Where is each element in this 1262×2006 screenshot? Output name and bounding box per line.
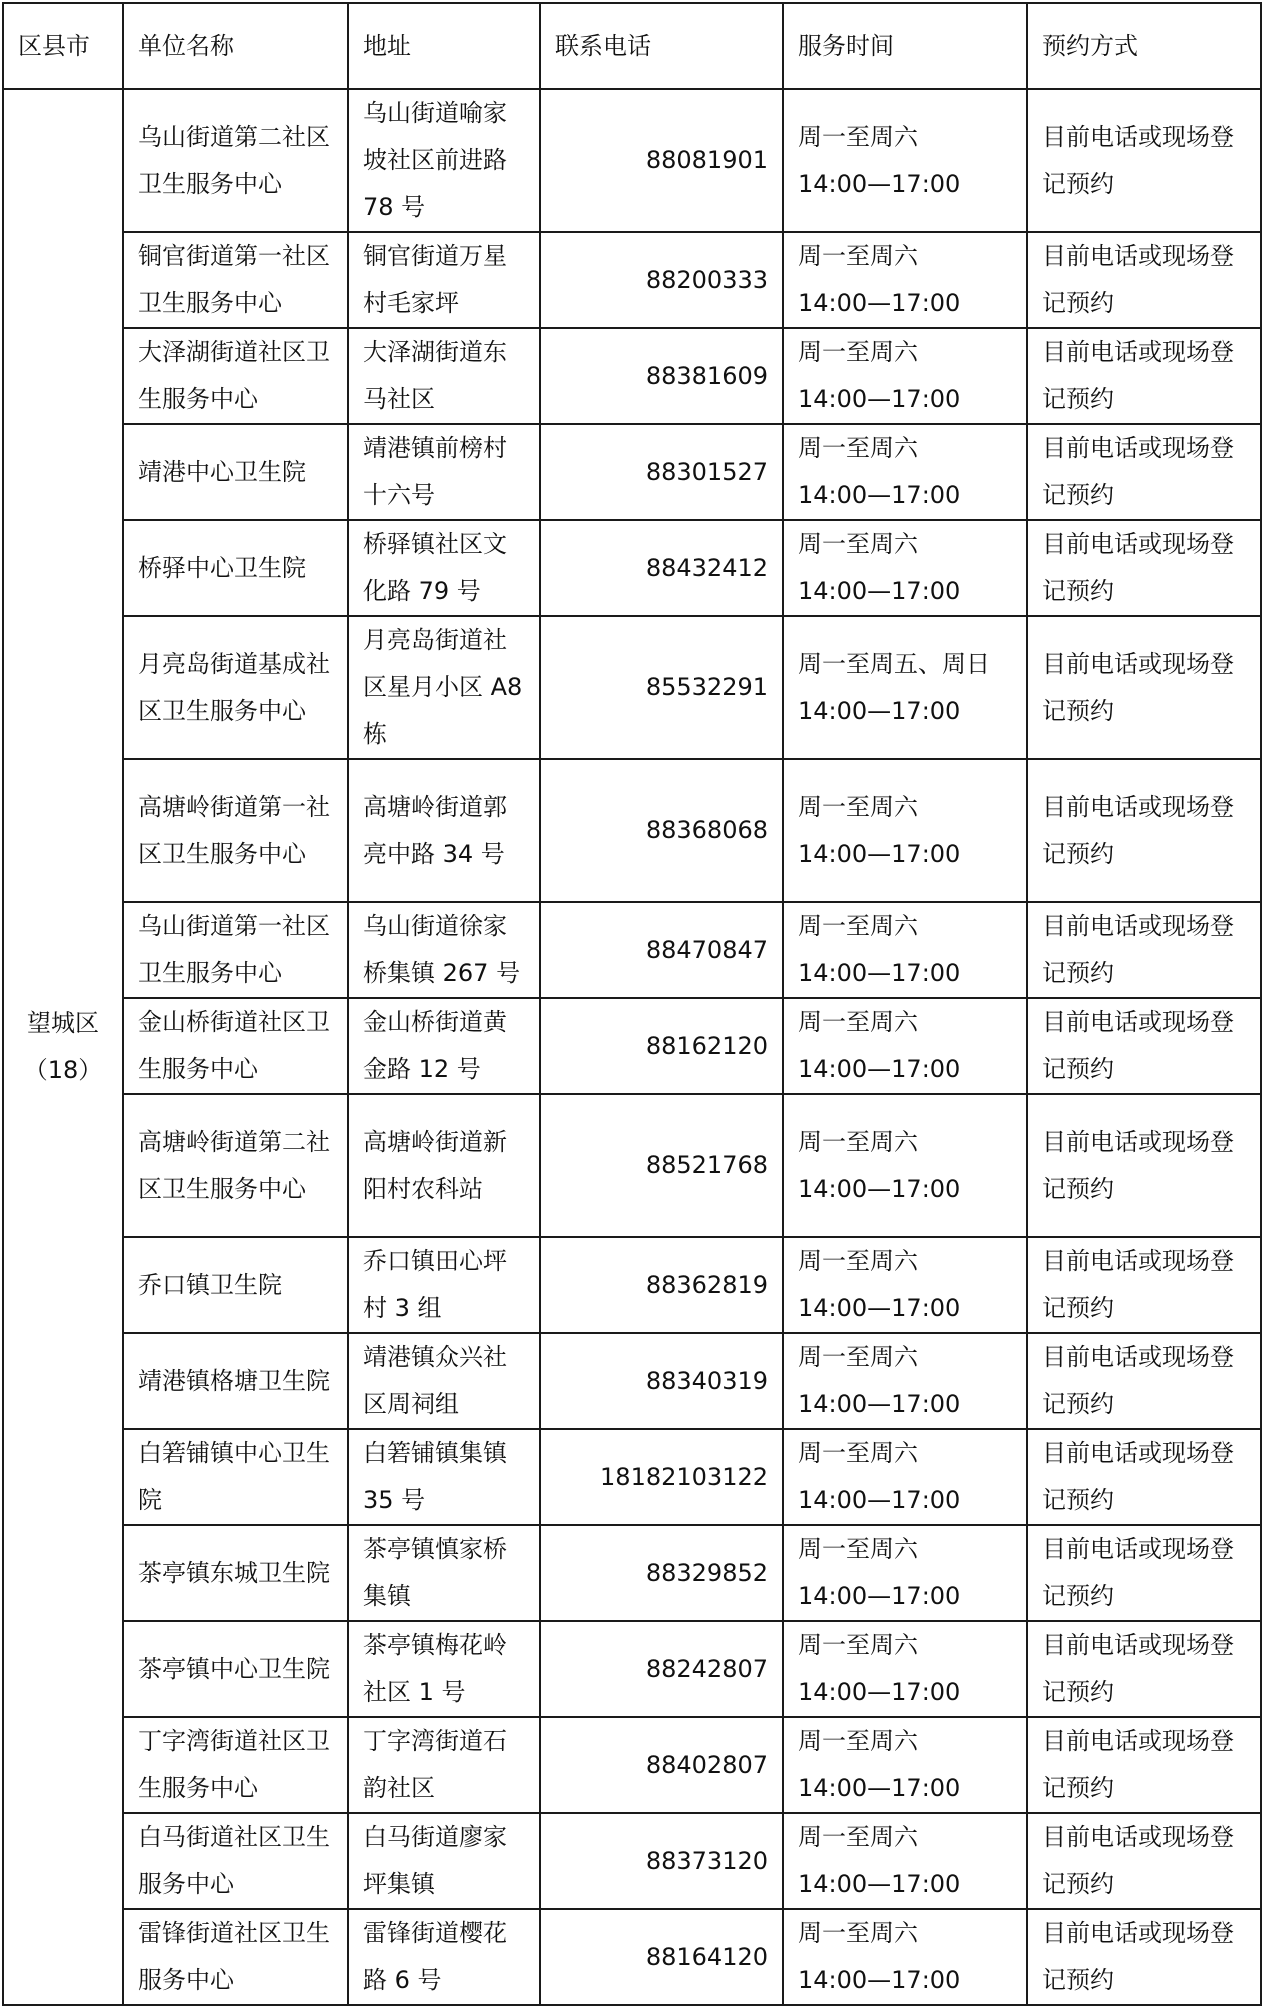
address-cell: 高塘岭街道郭亮中路 34 号 (348, 759, 540, 902)
service-days: 周一至周六 (798, 792, 918, 821)
phone-cell: 88164120 (540, 1909, 783, 2005)
phone-cell: 88301527 (540, 424, 783, 520)
service-hours: 14:00—17:00 (798, 1582, 961, 1610)
booking-method-cell: 目前电话或现场登记预约 (1027, 1621, 1261, 1717)
service-hours: 14:00—17:00 (798, 577, 961, 605)
service-time-cell (783, 89, 1027, 232)
table-row (3, 1621, 1261, 1717)
service-days: 周一至周六 (798, 1343, 918, 1371)
service-time-cell (783, 1621, 1027, 1717)
table-row (3, 616, 1261, 759)
phone-cell: 88081901 (540, 89, 783, 232)
service-days: 周一至周六 (798, 1919, 918, 1947)
service-hours: 14:00—17:00 (798, 1870, 961, 1898)
booking-method-cell: 目前电话或现场登记预约 (1027, 424, 1261, 520)
table-row (3, 1429, 1261, 1525)
table-row (3, 232, 1261, 328)
address-cell: 白箬铺镇集镇 35 号 (348, 1429, 540, 1525)
phone-cell: 88162120 (540, 998, 783, 1094)
service-days: 周一至周六 (798, 338, 918, 366)
phone-cell: 88329852 (540, 1525, 783, 1621)
table-row (3, 1333, 1261, 1429)
unit-name-cell: 茶亭镇东城卫生院 (123, 1525, 348, 1621)
service-hours: 14:00—17:00 (798, 1966, 961, 1994)
unit-name-cell: 铜官街道第一社区卫生服务中心 (123, 232, 348, 328)
service-time-cell (783, 232, 1027, 328)
booking-method-cell: 目前电话或现场登记预约 (1027, 1094, 1261, 1237)
phone-cell: 88432412 (540, 520, 783, 616)
unit-name-cell: 靖港镇格塘卫生院 (123, 1333, 348, 1429)
unit-name-cell: 高塘岭街道第一社区卫生服务中心 (123, 759, 348, 902)
service-days: 周一至周六 (798, 912, 918, 940)
table-row (3, 759, 1261, 902)
unit-name-cell: 靖港中心卫生院 (123, 424, 348, 520)
address-cell: 白马街道廖家坪集镇 (348, 1813, 540, 1909)
unit-name-cell: 白马街道社区卫生服务中心 (123, 1813, 348, 1909)
district-cell (3, 89, 123, 2005)
service-time-cell (783, 759, 1027, 902)
booking-method-cell: 目前电话或现场登记预约 (1027, 520, 1261, 616)
service-time-cell (783, 1333, 1027, 1429)
address-cell: 茶亭镇慎家桥集镇 (348, 1525, 540, 1621)
phone-cell: 85532291 (540, 616, 783, 759)
service-hours: 14:00—17:00 (798, 1055, 961, 1083)
service-time-cell (783, 998, 1027, 1094)
header-address: 地址 (348, 3, 540, 89)
header-booking-method: 预约方式 (1027, 3, 1261, 89)
unit-name-cell: 茶亭镇中心卫生院 (123, 1621, 348, 1717)
unit-name-cell: 乔口镇卫生院 (123, 1237, 348, 1333)
booking-method-cell: 目前电话或现场登记预约 (1027, 1525, 1261, 1621)
booking-method-cell: 目前电话或现场登记预约 (1027, 1333, 1261, 1429)
service-hours: 14:00—17:00 (798, 1390, 961, 1418)
booking-method-cell: 目前电话或现场登记预约 (1027, 1813, 1261, 1909)
service-time-cell (783, 328, 1027, 424)
service-days: 周一至周六 (798, 1247, 918, 1275)
service-days: 周一至周六 (798, 1008, 918, 1036)
service-hours: 14:00—17:00 (798, 696, 961, 725)
header-district: 区县市 (3, 3, 123, 89)
phone-cell: 88402807 (540, 1717, 783, 1813)
phone-cell: 88340319 (540, 1333, 783, 1429)
service-time-cell (783, 616, 1027, 759)
service-hours: 14:00—17:00 (798, 1486, 961, 1514)
table-row (3, 998, 1261, 1094)
service-days: 周一至周六 (798, 1631, 918, 1659)
table-row (3, 1717, 1261, 1813)
service-time-cell (783, 1813, 1027, 1909)
service-time-cell (783, 424, 1027, 520)
address-cell: 乌山街道喻家坡社区前进路 78 号 (348, 89, 540, 232)
district-name: 望城区 (27, 1009, 99, 1037)
service-hours: 14:00—17:00 (798, 289, 961, 317)
address-cell: 月亮岛街道社区星月小区 A8栋 (348, 616, 540, 759)
address-cell: 大泽湖街道东马社区 (348, 328, 540, 424)
service-time-cell (783, 520, 1027, 616)
service-days: 周一至周五、周日 (798, 649, 990, 678)
address-cell: 桥驿镇社区文化路 79 号 (348, 520, 540, 616)
table-row (3, 902, 1261, 998)
service-days: 周一至周六 (798, 242, 918, 270)
table-header-row (3, 3, 1261, 89)
booking-method-cell: 目前电话或现场登记预约 (1027, 998, 1261, 1094)
booking-method-cell: 目前电话或现场登记预约 (1027, 759, 1261, 902)
table-row (3, 520, 1261, 616)
service-time-cell (783, 1717, 1027, 1813)
service-hours: 14:00—17:00 (798, 1174, 961, 1203)
booking-method-cell: 目前电话或现场登记预约 (1027, 902, 1261, 998)
service-days: 周一至周六 (798, 530, 918, 558)
address-cell: 高塘岭街道新阳村农科站 (348, 1094, 540, 1237)
booking-method-cell: 目前电话或现场登记预约 (1027, 1237, 1261, 1333)
district-count: （18） (23, 1056, 103, 1084)
table-row (3, 424, 1261, 520)
header-service-time: 服务时间 (783, 3, 1027, 89)
phone-cell: 88242807 (540, 1621, 783, 1717)
service-days: 周一至周六 (798, 1823, 918, 1851)
table-row (3, 1909, 1261, 2005)
service-hours: 14:00—17:00 (798, 1678, 961, 1706)
address-cell: 丁字湾街道石韵社区 (348, 1717, 540, 1813)
table-row (3, 1237, 1261, 1333)
service-hours: 14:00—17:00 (798, 169, 961, 198)
service-hours: 14:00—17:00 (798, 481, 961, 509)
unit-name-cell: 丁字湾街道社区卫生服务中心 (123, 1717, 348, 1813)
booking-method-cell: 目前电话或现场登记预约 (1027, 232, 1261, 328)
table-row (3, 1094, 1261, 1237)
phone-cell: 18182103122 (540, 1429, 783, 1525)
address-cell: 茶亭镇梅花岭社区 1 号 (348, 1621, 540, 1717)
table-row (3, 1525, 1261, 1621)
service-time-cell (783, 1094, 1027, 1237)
unit-name-cell: 雷锋街道社区卫生服务中心 (123, 1909, 348, 2005)
unit-name-cell: 桥驿中心卫生院 (123, 520, 348, 616)
service-time-cell (783, 1909, 1027, 2005)
service-hours: 14:00—17:00 (798, 1294, 961, 1322)
address-cell: 铜官街道万星村毛家坪 (348, 232, 540, 328)
service-hours: 14:00—17:00 (798, 1774, 961, 1802)
booking-method-cell: 目前电话或现场登记预约 (1027, 328, 1261, 424)
table-row (3, 328, 1261, 424)
phone-cell: 88381609 (540, 328, 783, 424)
address-cell: 雷锋街道樱花路 6 号 (348, 1909, 540, 2005)
phone-cell: 88362819 (540, 1237, 783, 1333)
header-phone: 联系电话 (540, 3, 783, 89)
service-days: 周一至周六 (798, 1727, 918, 1755)
address-cell: 靖港镇众兴社区周祠组 (348, 1333, 540, 1429)
service-hours: 14:00—17:00 (798, 959, 961, 987)
phone-cell: 88368068 (540, 759, 783, 902)
service-days: 周一至周六 (798, 1127, 918, 1156)
booking-method-cell: 目前电话或现场登记预约 (1027, 1909, 1261, 2005)
unit-name-cell: 乌山街道第二社区卫生服务中心 (123, 89, 348, 232)
service-hours: 14:00—17:00 (798, 839, 961, 868)
table-row (3, 89, 1261, 232)
service-time-cell (783, 1429, 1027, 1525)
phone-cell: 88200333 (540, 232, 783, 328)
booking-method-cell: 目前电话或现场登记预约 (1027, 1717, 1261, 1813)
address-cell: 乌山街道徐家桥集镇 267 号 (348, 902, 540, 998)
unit-name-cell: 大泽湖街道社区卫生服务中心 (123, 328, 348, 424)
unit-name-cell: 月亮岛街道基成社区卫生服务中心 (123, 616, 348, 759)
service-time-cell (783, 1525, 1027, 1621)
booking-method-cell: 目前电话或现场登记预约 (1027, 616, 1261, 759)
unit-name-cell: 高塘岭街道第二社区卫生服务中心 (123, 1094, 348, 1237)
phone-cell: 88470847 (540, 902, 783, 998)
address-cell: 乔口镇田心坪村 3 组 (348, 1237, 540, 1333)
service-days: 周一至周六 (798, 122, 918, 151)
unit-name-cell: 白箬铺镇中心卫生院 (123, 1429, 348, 1525)
header-unit-name: 单位名称 (123, 3, 348, 89)
phone-cell: 88521768 (540, 1094, 783, 1237)
booking-method-cell: 目前电话或现场登记预约 (1027, 1429, 1261, 1525)
address-cell: 靖港镇前榜村十六号 (348, 424, 540, 520)
table-row (3, 1813, 1261, 1909)
phone-cell: 88373120 (540, 1813, 783, 1909)
service-hours: 14:00—17:00 (798, 385, 961, 413)
clinic-table (2, 2, 1262, 2006)
service-time-cell (783, 1237, 1027, 1333)
service-time-cell (783, 902, 1027, 998)
table-body (3, 89, 1261, 2005)
service-days: 周一至周六 (798, 1535, 918, 1563)
unit-name-cell: 乌山街道第一社区卫生服务中心 (123, 902, 348, 998)
service-days: 周一至周六 (798, 434, 918, 462)
address-cell: 金山桥街道黄金路 12 号 (348, 998, 540, 1094)
unit-name-cell: 金山桥街道社区卫生服务中心 (123, 998, 348, 1094)
booking-method-cell: 目前电话或现场登记预约 (1027, 89, 1261, 232)
service-days: 周一至周六 (798, 1439, 918, 1467)
